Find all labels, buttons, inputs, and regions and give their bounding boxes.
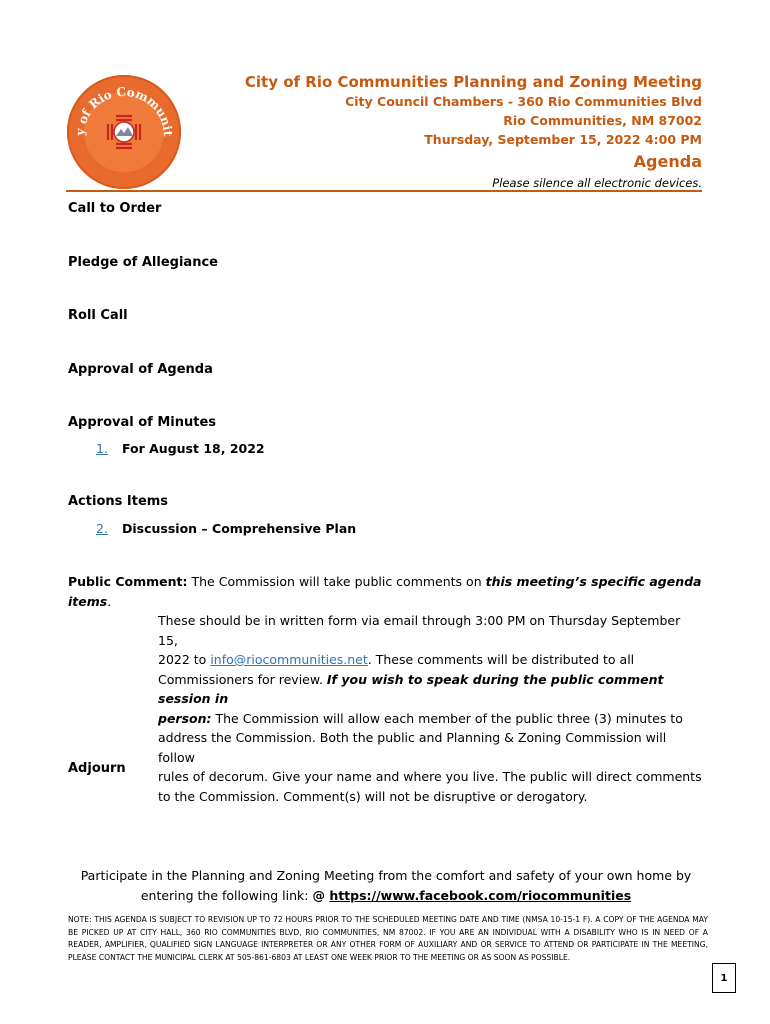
public-comment-section <box>68 572 704 806</box>
meeting-header <box>245 72 702 191</box>
item-approval-minutes: Approval of Minutes <box>68 415 217 430</box>
silence-notice: Please silence all electronic devices. <box>492 176 702 190</box>
item-adjourn: Adjourn <box>68 761 126 776</box>
minutes-subitem-label: For August 18, 2022 <box>122 441 265 456</box>
pc-text-3: 2022 to <box>158 652 211 667</box>
meeting-datetime: Thursday, September 15, 2022 4:00 PM <box>424 132 702 147</box>
pc-text-1: The Commission will take public comments on <box>187 574 486 589</box>
pc-emphasis-1: this meeting’s specific agenda items <box>68 574 702 609</box>
participate-line-1: Participate in the Planning and Zoning Meeting from the comfort and safety of your own home by <box>80 868 692 883</box>
meeting-location: City Council Chambers - 360 Rio Communities Blvd <box>345 94 702 109</box>
participate-link-intro: entering the following link: <box>140 887 313 903</box>
pc-text-1-end: . <box>107 593 112 609</box>
minutes-subitem <box>96 441 265 456</box>
header-divider <box>66 190 702 192</box>
pc-line-2: These should be in written form via email through 3:00 PM on Thursday September 15, <box>158 613 681 648</box>
pc-line-6: address the Commission. Both the public and Planning & Zoning Commission will follow <box>158 730 667 765</box>
item-call-to-order: Call to Order <box>68 201 162 216</box>
pc-text-3-post: . These comments will be distributed to all <box>367 652 635 667</box>
pc-line-7: rules of decorum. Give your name and where you live. The public will direct comments <box>158 769 702 784</box>
pc-line-5 <box>68 709 704 729</box>
actions-subitem <box>96 521 356 536</box>
item-roll-call: Roll Call <box>68 308 128 323</box>
pc-line-4 <box>68 670 704 709</box>
svg-text:City of Rio Communities: y of Rio Communit <box>72 84 176 137</box>
item-pledge: Pledge of Allegiance <box>68 255 218 270</box>
public-comment-first-line <box>68 574 701 609</box>
city-seal-logo <box>66 74 182 190</box>
pc-line-8: to the Commission. Comment(s) will not be disruptive or derogatory. <box>158 788 588 804</box>
meeting-city: Rio Communities, NM 87002 <box>503 113 702 128</box>
page-number: 1 <box>712 963 736 993</box>
participate-notice <box>68 866 704 905</box>
meeting-title: City of Rio Communities Planning and Zoning Meeting <box>244 73 702 91</box>
pc-line-3 <box>68 650 704 670</box>
agenda-heading: Agenda <box>633 152 702 171</box>
public-comment-label: Public Comment: <box>68 574 188 589</box>
facebook-link[interactable]: https://www.facebook.com/riocommunities <box>329 887 632 903</box>
email-link[interactable]: info@riocommunities.net <box>210 652 368 667</box>
participate-line-2 <box>68 886 704 906</box>
actions-subitem-label: Discussion – Comprehensive Plan <box>122 521 357 536</box>
pc-emphasis-5: person: <box>158 710 212 726</box>
legal-note: NOTE: THIS AGENDA IS SUBJECT TO REVISION UP TO 72 HOURS PRIOR TO THE SCHEDULED MEETING DATE AND TIME (NMSA 10-15-1 F). A COPY OF THE AGENDA MAY BE PICKED UP AT CITY HALL, 360 RIO COMMUNITIES BLVD, RIO COMMUNITIES, NM 87002. IF YOU ARE AN INDIVIDUAL WITH A DISABILITY WHO IS IN NEED OF A READER, AMPLIFIER, QUALIFIED SIGN LANGUAGE INTERPRETER OR ANY OTHER FORM OF AUXILIARY AND OR SERVICE TO ATTEND OR PARTICIPATE IN THE MEETING, PLEASE CONTACT THE MUNICIPAL CLERK AT 505-861-6803 AT LEAST ONE WEEK PRIOR TO THE MEETING OR AS SOON AS POSSIBLE. <box>68 915 708 962</box>
item-actions: Actions Items <box>68 494 169 509</box>
pc-text-5: The Commission will allow each member of the public three (3) minutes to <box>211 710 683 726</box>
minutes-subitem-number[interactable]: 1. <box>96 441 108 456</box>
actions-subitem-number[interactable]: 2. <box>96 521 108 536</box>
participate-at: @ <box>312 887 330 903</box>
item-approval-agenda: Approval of Agenda <box>68 362 213 377</box>
pc-emphasis-4: If you wish to speak during the public comment session in <box>158 671 664 706</box>
pc-text-4: Commissioners for review. <box>158 671 327 687</box>
